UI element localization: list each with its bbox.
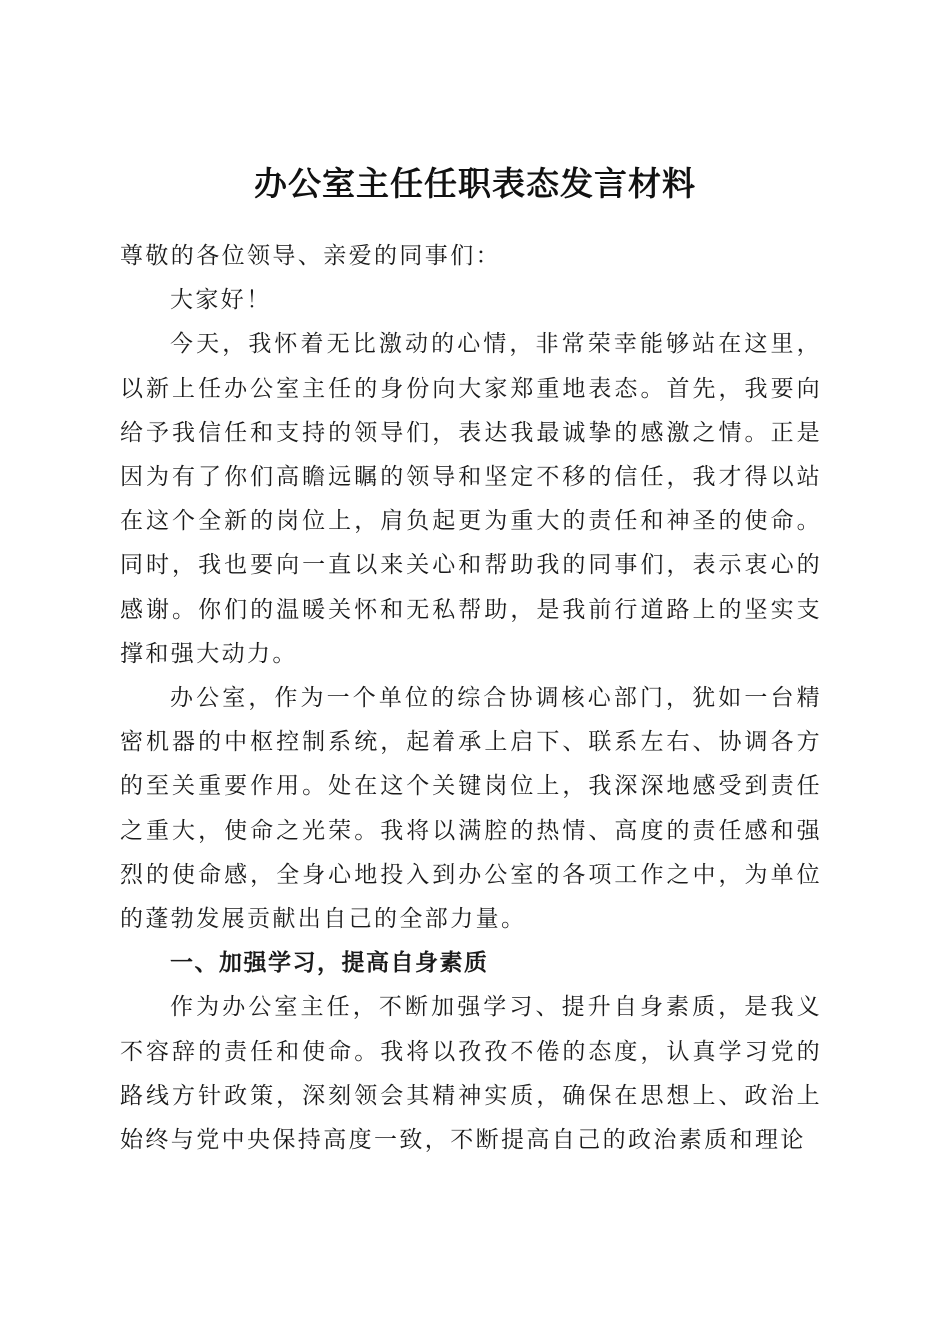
greeting: 大家好！ <box>170 287 272 314</box>
paragraph-study: 作为办公室主任，不断加强学习、提升自身素质，是我义不容辞的责任和使命。我将以孜孜不倦的态度，认真学习党的路线方针政策，深刻领会其精神实质，确保在思想上、政治上始终与党中央保持高度一致，不断提高自己的政治素质和理论 <box>120 994 822 1154</box>
paragraph-office-role: 办公室，作为一个单位的综合协调核心部门，犹如一台精密机器的中枢控制系统，起着承上启下、联系左右、协调各方的至关重要作用。处在这个关键岗位上，我深深地感受到责任之重大，使命之光荣。我将以满腔的热情、高度的责任感和强烈的使命感，全身心地投入到办公室的各项工作之中，为单位的蓬勃发展贡献出自己的全部力量。 <box>120 685 822 933</box>
document-title: 办公室主任任职表态发言材料 <box>254 164 696 204</box>
section-heading-1: 一、加强学习，提高自身素质 <box>170 950 489 977</box>
paragraph-opening: 今天，我怀着无比激动的心情，非常荣幸能够站在这里，以新上任办公室主任的身份向大家郑重地表态。首先，我要向给予我信任和支持的领导们，表达我最诚挚的感激之情。正是因为有了你们高瞻远瞩的领导和坚定不移的信任，我才得以站在这个全新的岗位上，肩负起更为重大的责任和神圣的使命。同时，我也要向一直以来关心和帮助我的同事们，表示衷心的感谢。你们的温暖关怀和无私帮助，是我前行道路上的坚实支撑和强大动力。 <box>120 331 822 667</box>
salutation: 尊敬的各位领导、亲爱的同事们： <box>120 243 501 269</box>
document-body <box>120 234 822 1162</box>
